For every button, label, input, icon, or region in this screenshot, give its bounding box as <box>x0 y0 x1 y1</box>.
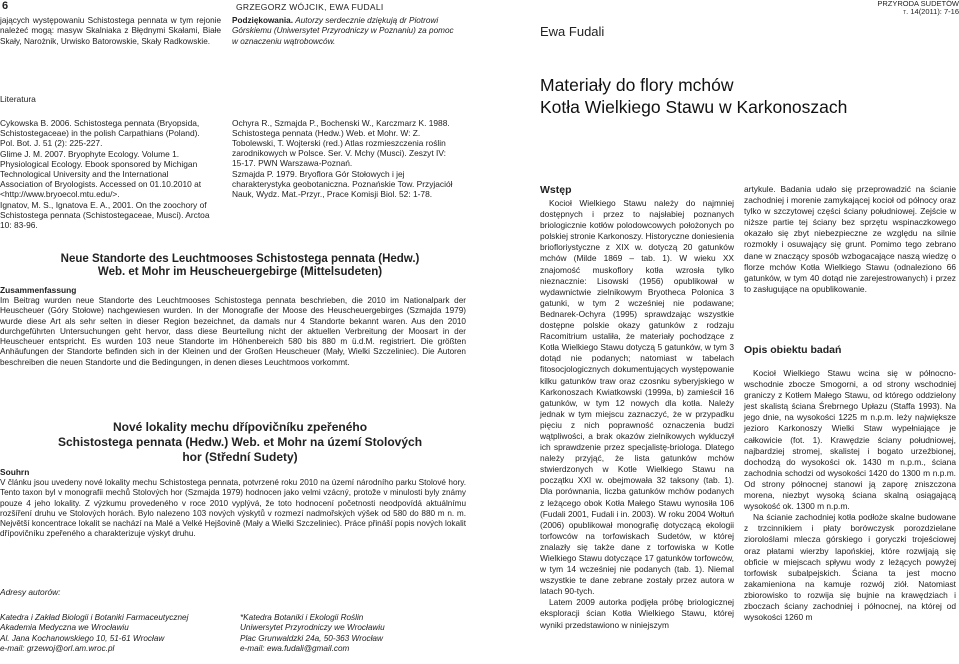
address-line: Al. Jana Kochanowskiego 10, 51-61 Wrocław <box>0 633 165 643</box>
reference-item: Cykowska B. 2006. Schistostega pennata (Bryopsida, Schistostegaceae) in the polish Carpathians (Poland). Pol. Bot. J. 51 (2): 225-227. <box>0 118 200 148</box>
address-line: Katedra i Zakład Biologii i Botaniki Farmaceutycznej <box>0 613 189 622</box>
paragraph: Kocioł Wielkiego Stawu należy do najmniej dostępnych i przez to najsłabiej poznanych briologicznie kotłów polodowcowych położonych po polskiej stronie Karkonoszy. Historyczne doniesienia briofloriystyczne z XIX w. dotyczą 20 gatunków mchów (Milde 1869 – tab. 1). W wieku XX znajomość muskoflory kotła wzrosła tylko nieznacznie: Lisowski (1956) opublikował w wydawnictwie zielnikowym Bryotheca Polonica 3 gatunki, w tym 2 wcześniej nie podawane; Bednarek-Ochyra (1995) sprawdzając wszystkie dostępne polskie okazy gatunków z rodzaju Racomitrium ustaliła, że materiały pochodzące z Kotła Wielkiego Stawu dotyczą 5 gatunków, w tym 3 dotąd nie podanych; natomiast w tabelach fitosocjologicznych dokumentujących występowanie kilku gatunków traw oraz czosnku syberyjskiego w Karkonoszach Kwiatkowski (1999a, b) zamieścił 16 gatunków, w tym 12 nowych dla kotła. Należy jednak w tym miejscu zaznaczyć, że w przypadku pięciu z nich poprawność oznaczenia budzi wątpliwości, a brak okazów zielnikowych wykluczył ich sprawdzenie przez specjalistę-briologa. Dlatego należy przyjąć, że lista gatunków mchów stwierdzonych w Kotle Wielkiego Stawu na początku XXI w. obejmowała 32 taksony (tab. 1). Dla porównania, liczba gatunków mchów podanych z leżącego obok Kotła Małego Stawu wynosiła 106 (Fudali 2001, Fudali i in. 2003). W roku 2004 Wołtuń (2006) opublikował monografię dotyczącą ekologii torfowców na torfowiskach Sudetów, w której znalazły się także dane z torfowiska w Kotle Wielkiego Stawu dotyczące 17 gatunków torfowców, w tym 14 wcześniej nie podanych (tab. 1). Niemal wszystkie te dane zebrane zostały przez autora w latach 90-tych. <box>540 198 734 597</box>
acknowledgements-text: Autorzy serdecznie dziękują dr Piotrowi Górskiemu (Uniwersytet Przyrodniczy w Poznaniu) za pomoc w oznaczeniu wątrobowców. <box>232 16 454 46</box>
address-line: *Katedra Botaniki i Ekologii Roślin <box>240 613 364 622</box>
article-title-line1: Materiały do flory mchów <box>540 75 734 95</box>
german-title-line2: Web. et Mohr im Heuscheuergebirge (Mittelsudeten) <box>97 266 383 278</box>
paragraph: Kocioł Wielkiego Stawu wcina się w północno-wschodnie zbocze Smogorni, a od strony wschodniej graniczy z Kotłem Małego Stawu, od którego oddzielony jest skalistą ściana Śrebrnego Upłazu (Staffa 1993). Na jego dnie, na wysokości 1225 m n.p.m. leży największe jezioro Karkonoszy Wielki Staw wypełniające je całkowicie (fot. 1). Krawędzie ściany południowej, najbardziej stromej, skalistej i bogato urzeźbionej, dochodzą do wysokości ok. 1430 m n.p.m., ściana zachodnia schodzi od wysokości 1420 do 1300 m n.p.m. Od strony północnej stanowi ją zaporę zniszczona morena, niezbyt wysoką ściana skalną osiągającą wysokość ok. 1300 m n.p.m. <box>744 368 956 512</box>
address-line: Plac Grunwaldzki 24a, 50-363 Wrocław <box>240 633 383 643</box>
czech-body: V článku jsou uvedeny nové lokality mechu Schistostega pennata, potvrzené roku 2010 na území národního parku Stolové hory. Tento taxon byl v monografii mechů Stolových hor (Szmajda 1979) hodnocen jako velmi vzácný, protože v minulosti byly známy pouze 4 jeho lokality. Z výzkumu provedeného v roce 2010 vyplývá, že toto hodnocení početnosti neodpovídá aktuálnímu rozšíření druhu ve Stolových horách. Bylo nalezeno 103 nových výskytů v rozmezí nadmořských výšek od 580 do 880 m n. m. Největší koncentrace lokalit se nachází na Malé a Velké Hejšovině (Mały a Wielki Szczeliniec). Práce přináší popis nových lokalit dřípovičníku zpeřeného a charakterizuje výskyt druhu. <box>0 478 466 539</box>
article-title <box>540 74 940 118</box>
czech-title-line3: hor (Střední Sudety) <box>182 450 298 464</box>
german-body: Im Beitrag wurden neue Standorte des Leuchtmooses Schistostega pennata beschrieben, die 2010 im Nationalpark der Heuscheuer (Góry Stołowe) nachgewiesen wurden. In der Monografie der Moose des Heuscheuergebirges (Szmajda 1979) wurde diese Art als sehr selten in dieser Region bezeichnet, da damals nur 4 Standorte bekannt waren. Aus den 2010 durchgeführten Untersuchungen geht hervor, dass diese Beurteilung nicht der aktuellen Verbreitung der Moosart in der Heuscheuer entspricht. Es wurden 103 neue Standorte im Höhenbereich 580 bis 880 m ü.d.M. registriert. Die größten Anhäufungen der Standorte befinden sich in der Kleinen und der Großen Heuscheuer (Mały, Wielki Szczeliniec). Die Autoren beschreiben die neuen Standorte und die Bedingungen, in denen dieses Leuchtmoos vorkommt. <box>0 296 466 367</box>
author2-address <box>240 613 476 654</box>
reference-item: Ignatov, M. S., Ignatova E. A., 2001. On the zoochory of Schistostega pennata (Schistostegaceae, Musci). Arctoa 10: 83-96. <box>0 200 210 230</box>
address-line: Akademia Medyczna we Wrocławiu <box>0 623 129 633</box>
article-author: Ewa Fudali <box>540 24 605 39</box>
acknowledgements-heading: Podziękowania. <box>232 16 293 25</box>
czech-title <box>0 420 480 465</box>
czech-subheading: Souhrn <box>0 467 30 477</box>
address-line: e-mail: ewa.fudali@gmail.com <box>240 643 350 653</box>
col1-top-text: jających występowaniu Schistostega pennata w tym rejonie należeć mogą: masyw Skalniaka z Błędnymi Skałami, Białe Skały, Narożnik, Urwisko Batorowskie, Skały Radkowskie. <box>0 16 221 46</box>
reference-item: Ochyra R., Szmajda P., Bochenski W., Karczmarz K. 1988. Schistostega pennata (Hedw.) Web. et Mohr. W: Z. Tobolewski, T. Wojterski (red.) Atlas rozmieszczenia roślin zarodnikowych w Polsce. Ser. V. Mchy (Musci). Zeszyt IV: 15-17. PWN Warszawa-Poznań. <box>232 118 450 168</box>
german-title-line1: Neue Standorte des Leuchtmooses Schistostega pennata (Hedw.) <box>60 253 420 265</box>
literatura-heading: Literatura <box>0 94 36 104</box>
wstep-heading: Wstęp <box>540 184 572 196</box>
czech-title-line1: Nové lokality mechu dřípovičníku zpeřeného <box>112 420 368 434</box>
paragraph: Latem 2009 autorka podjęła próbę briologicznej eksploracji ścian Kotła Wielkiego Stawu, której wyniki przedstawiono w niniejszym <box>540 597 734 630</box>
reference-item: Szmajda P. 1979. Bryoflora Gór Stołowych i jej charakterystyka geobotaniczna. Poznańskie Tow. Przyjaciół Nauk, Wydz. Mat.-Przyr., Prace Komisji Biol. 52: 1-78. <box>232 169 453 199</box>
paragraph: artykule. Badania udało się przeprowadzić na ścianie zachodniej i morenie zamykającej kocioł od północy oraz tylko w szczytowej części ściany południowej. Zejście w niższe partie tej ściany bez sprzętu wspinaczkowego okazało się zbyt niebezpieczne ze względu na silnie rozmokły i osuwający się grunt. Pomimo tego zebrano dane w znaczący sposób wzbogacające naszą wiedzę o florze mchów Kotła Wielkiego Stawu (odnaleziono 66 gatunków, w tym 40 dotąd nie zarejestrowanych) i przez to zasługujące na opublikowanie. <box>744 184 956 294</box>
addresses-heading: Adresy autorów: <box>0 587 61 597</box>
opis-col2 <box>744 368 956 623</box>
page-number: 6 <box>2 0 9 12</box>
address-line: e-mail: grzewoj@orl.am.wroc.pl <box>0 643 115 653</box>
author1-address <box>0 613 236 654</box>
journal-volume: t. 14(2011): 7-16 <box>903 7 959 16</box>
journal-header <box>877 0 959 16</box>
references-col1 <box>0 118 210 231</box>
article-title-line2: Kotła Wielkiego Stawu w Karkonoszach <box>540 97 848 117</box>
czech-title-line2: Schistostega pennata (Hedw.) Web. et Mohr na území Stolových <box>57 435 423 449</box>
references-col2 <box>232 118 458 200</box>
address-line: Uniwersytet Przyrodniczy we Wrocławiu <box>240 623 385 633</box>
wstep-col2 <box>744 184 956 295</box>
german-subheading: Zusammenfassung <box>0 285 77 295</box>
acknowledgements <box>232 16 458 47</box>
journal-name: PRZYRODA SUDETÓW <box>877 0 959 8</box>
running-head: GRZEGORZ WÓJCIK, EWA FUDALI <box>236 2 384 12</box>
reference-item: Glime J. M. 2007. Bryophyte Ecology. Volume 1. Physiological Ecology. Ebook sponsored by Michigan Technological University and the International Association of Bryologists. Accessed on 01.10.2010 at <http://www.bryoecol.mtu.edu/>. <box>0 149 202 199</box>
german-title <box>0 253 480 279</box>
opis-heading: Opis obiektu badań <box>744 344 842 356</box>
wstep-col1 <box>540 198 734 631</box>
right-page <box>480 0 959 664</box>
paragraph: Na ścianie zachodniej kotła podłoże skalne budowane z trzcinnikiem i płaty borówczysk porozdzielane zioroloślami mlecza górskiego i goryczki trojeściowej oraz płatami wierzby lapońskiej, które rozwijają się obficie w miejscach spływu wody z leżących powyżej torfowisk subalpejskich. Ściana ta jest mocno zakamieniona na kamuje rozwój ziół. Natomiast zbiorowisko to rozwija się bujnie na krawędziach i zboczach ściany zachodniej i północnej, na której od wysokości 1260 m <box>744 512 956 623</box>
